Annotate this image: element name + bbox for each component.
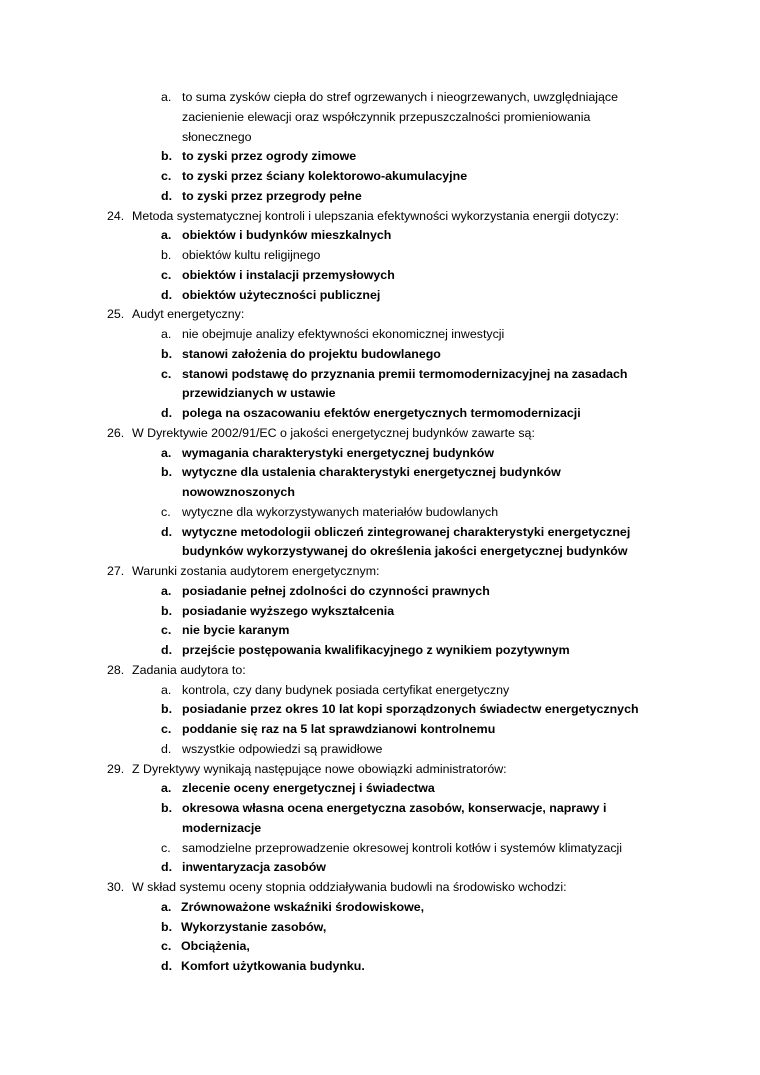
option-text: samodzielne przeprowadzenie okresowej kontroli kotłów i systemów klimatyzacji	[182, 840, 623, 855]
answer-option	[0, 799, 760, 819]
option-text: posiadanie przez okres 10 lat kopi sporządzonych świadectw energetycznych	[182, 702, 639, 717]
question-number: 28.	[107, 662, 125, 677]
question-number: 29.	[107, 761, 125, 776]
question-prompt: Metoda systematycznej kontroli i ulepszania efektywności wykorzystania energii dotyczy:	[132, 208, 619, 223]
option-letter: c.	[161, 267, 172, 282]
question-number: 24.	[107, 208, 125, 223]
question-number: 26.	[107, 425, 125, 440]
answer-option	[0, 720, 760, 740]
answer-option	[0, 463, 760, 483]
question-number: 27.	[107, 564, 125, 578]
answer-option-continuation	[0, 128, 760, 148]
option-letter: a.	[161, 228, 172, 243]
question-number: 25.	[107, 307, 125, 322]
option-text: okresowa własna ocena energetyczna zasobów, konserwacje, naprawy i	[182, 801, 607, 815]
option-letter: b.	[161, 465, 173, 480]
option-letter: b.	[161, 919, 173, 934]
option-letter: c.	[161, 366, 172, 381]
answer-option	[0, 839, 760, 859]
answer-option	[0, 681, 760, 701]
option-text: zlecenie oceny energetycznej i świadectwa	[182, 781, 435, 796]
option-text: Obciążenia,	[181, 939, 250, 954]
option-letter: d.	[161, 741, 172, 756]
question-number: 30.	[107, 880, 125, 894]
option-text: wymagania charakterystyki energetycznej budynków	[182, 445, 494, 460]
option-text: polega na oszacowaniu efektów energetycznych termomodernizacji	[182, 406, 581, 420]
answer-option-continuation	[0, 108, 760, 128]
option-text: Zrównoważone wskaźniki środowiskowe,	[181, 899, 425, 914]
option-letter: a.	[161, 327, 172, 341]
option-text: nie bycie karanym	[182, 623, 290, 638]
option-letter: c.	[161, 722, 172, 736]
option-text: poddanie się raz na 5 lat sprawdzianowi kontrolnemu	[182, 722, 496, 736]
option-letter: c.	[161, 939, 172, 954]
answer-option	[0, 404, 760, 424]
answer-option	[0, 167, 760, 187]
question-text	[0, 562, 760, 582]
option-letter: b.	[161, 702, 173, 717]
question-23-options	[0, 88, 760, 207]
question-text	[0, 760, 760, 780]
answer-option-continuation	[0, 384, 760, 404]
answer-option-continuation	[0, 542, 760, 562]
option-letter: c.	[161, 169, 172, 183]
option-letter: a.	[161, 90, 172, 104]
question-30	[0, 878, 760, 977]
option-letter: a.	[161, 682, 172, 697]
question-text	[0, 878, 760, 898]
answer-option	[0, 266, 760, 286]
option-text: Komfort użytkowania budynku.	[181, 959, 365, 973]
option-letter: a.	[161, 899, 172, 914]
option-text: modernizacje	[182, 820, 262, 835]
option-text: wszystkie odpowiedzi są prawidłowe	[182, 741, 383, 756]
option-letter: d.	[161, 524, 173, 539]
option-letter: d.	[161, 406, 173, 420]
answer-option	[0, 246, 760, 266]
option-text: obiektów i instalacji przemysłowych	[182, 267, 395, 282]
option-letter: d.	[161, 959, 173, 973]
answer-option	[0, 937, 760, 957]
answer-option-continuation	[0, 819, 760, 839]
answer-option	[0, 325, 760, 345]
option-letter: a.	[161, 781, 172, 796]
option-letter: d.	[161, 188, 173, 203]
option-letter: b.	[161, 346, 173, 361]
option-letter: c.	[161, 840, 171, 855]
answer-option	[0, 147, 760, 167]
option-letter: b.	[161, 801, 173, 815]
option-text: wytyczne metodologii obliczeń zintegrowanej charakterystyki energetycznej	[182, 524, 631, 539]
question-prompt: Zadania audytora to:	[132, 662, 246, 677]
option-text: obiektów kultu religijnego	[182, 248, 321, 262]
answer-option	[0, 740, 760, 760]
answer-option	[0, 365, 760, 385]
question-24	[0, 207, 760, 306]
option-text: Wykorzystanie zasobów,	[181, 919, 327, 934]
option-text: zacienienie elewacji oraz współczynnik przepuszczalności promieniowania	[182, 109, 591, 124]
answer-option-continuation	[0, 483, 760, 503]
answer-option	[0, 226, 760, 246]
answer-option	[0, 957, 760, 977]
question-28	[0, 661, 760, 760]
question-26	[0, 424, 760, 562]
option-letter: c.	[161, 504, 171, 519]
question-list	[0, 88, 760, 977]
option-text: obiektów i budynków mieszkalnych	[182, 228, 392, 243]
option-text: stanowi podstawę do przyznania premii termomodernizacyjnej na zasadach	[182, 366, 628, 381]
option-text: obiektów użyteczności publicznej	[182, 287, 381, 302]
answer-option	[0, 523, 760, 543]
option-text: to suma zysków ciepła do stref ogrzewanych i nieogrzewanych, uwzględniające	[182, 90, 618, 104]
answer-option	[0, 700, 760, 720]
option-text: wytyczne dla wykorzystywanych materiałów budowlanych	[182, 504, 499, 519]
question-prompt: Audyt energetyczny:	[132, 307, 245, 322]
answer-option	[0, 503, 760, 523]
question-prompt: W Dyrektywie 2002/91/EC o jakości energetycznej budynków zawarte są:	[132, 425, 535, 440]
option-text: przewidzianych w ustawie	[182, 386, 336, 401]
option-text: przejście postępowania kwalifikacyjnego z wynikiem pozytywnym	[182, 643, 570, 657]
question-prompt: W skład systemu oceny stopnia oddziaływania budowli na środowisko wchodzi:	[132, 880, 567, 894]
option-text: nie obejmuje analizy efektywności ekonomicznej inwestycji	[182, 327, 505, 341]
option-letter: c.	[161, 623, 172, 638]
option-text: słonecznego	[182, 129, 252, 144]
question-text	[0, 424, 760, 444]
answer-option	[0, 444, 760, 464]
question-prompt: Warunki zostania audytorem energetycznym:	[132, 564, 380, 578]
option-text: stanowi założenia do projektu budowlanego	[182, 346, 441, 361]
option-letter: b.	[161, 149, 173, 164]
option-letter: a.	[161, 445, 172, 460]
answer-option	[0, 602, 760, 622]
question-29	[0, 760, 760, 879]
option-text: budynków wykorzystywanej do określenia jakości energetycznej budynków	[182, 544, 628, 559]
answer-option	[0, 621, 760, 641]
answer-option	[0, 779, 760, 799]
question-prompt: Z Dyrektywy wynikają następujące nowe obowiązki administratorów:	[132, 761, 507, 776]
option-text: wytyczne dla ustalenia charakterystyki energetycznej budynków	[182, 465, 561, 480]
question-25	[0, 305, 760, 424]
option-text: posiadanie pełnej zdolności do czynności prawnych	[182, 583, 490, 598]
option-text: to zyski przez ściany kolektorowo-akumulacyjne	[182, 169, 468, 183]
answer-option	[0, 345, 760, 365]
option-text: nowowznoszonych	[182, 485, 295, 499]
option-text: posiadanie wyższego wykształcenia	[182, 603, 395, 618]
answer-option	[0, 641, 760, 661]
question-27	[0, 562, 760, 661]
option-letter: d.	[161, 860, 173, 875]
option-letter: b.	[161, 603, 173, 618]
answer-option	[0, 88, 760, 108]
answer-option	[0, 582, 760, 602]
option-text: to zyski przez ogrody zimowe	[182, 149, 357, 164]
answer-option	[0, 898, 760, 918]
question-text	[0, 207, 760, 227]
option-text: kontrola, czy dany budynek posiada certyfikat energetyczny	[182, 682, 510, 697]
option-letter: d.	[161, 643, 173, 657]
question-text	[0, 305, 760, 325]
option-letter: a.	[161, 583, 172, 598]
option-letter: b.	[161, 248, 172, 262]
option-text: inwentaryzacja zasobów	[182, 860, 326, 875]
question-text	[0, 661, 760, 681]
answer-option	[0, 286, 760, 306]
option-letter: d.	[161, 287, 173, 302]
answer-option	[0, 918, 760, 938]
answer-option	[0, 187, 760, 207]
answer-option	[0, 858, 760, 878]
option-text: to zyski przez przegrody pełne	[182, 188, 362, 203]
